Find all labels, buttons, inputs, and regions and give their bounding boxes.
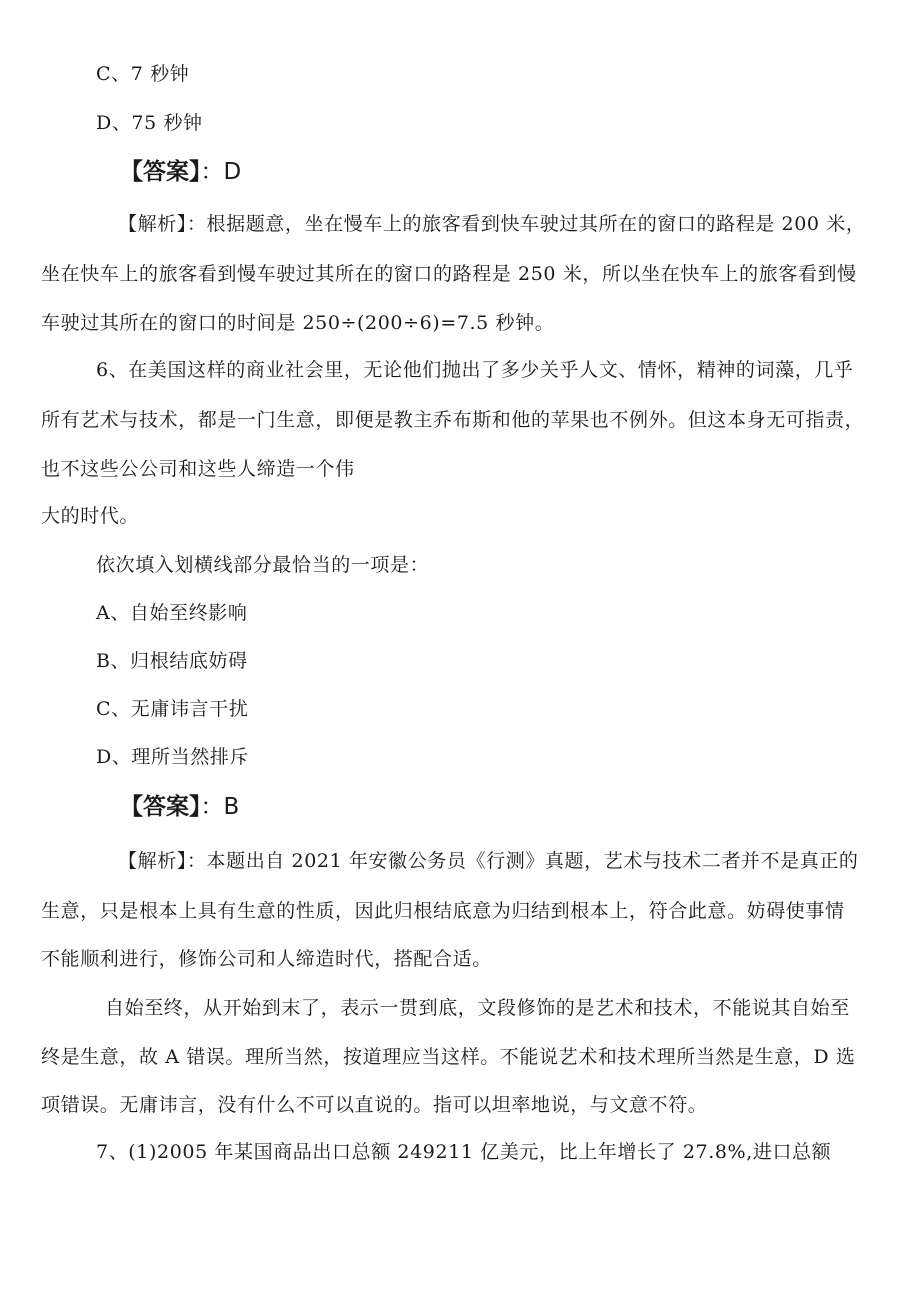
q6-option-b: B、归根结底妨碍 bbox=[96, 650, 248, 672]
q6-option-a: A、自始至终影响 bbox=[96, 602, 248, 624]
q6-answer bbox=[120, 795, 239, 819]
prev-analysis-line-1: 【解析】：根据题意，坐在慢车上的旅客看到快车驶过其所在的窗口的路程是 200 米， bbox=[118, 213, 866, 235]
q6-option-d: D、理所当然排斥 bbox=[96, 746, 250, 768]
q6-stem-line-1: 6、在美国这样的商业社会里，无论他们抛出了多少关乎人文、情怀，精神的词藻，几乎 bbox=[96, 359, 854, 381]
q6-extra-line-1: 自始至终，从开始到末了，表示一贯到底，文段修饰的是艺术和技术，不能说其自始至 bbox=[105, 997, 850, 1019]
q6-analysis-line-1: 【解析】：本题出自 2021 年安徽公务员《行测》真题，艺术与技术二者并不是真正的 bbox=[118, 850, 859, 872]
q6-stem-line-4: 大的时代。 bbox=[41, 505, 140, 527]
q6-option-c: C、无庸讳言干扰 bbox=[96, 698, 249, 720]
prev-analysis-line-3: 车驶过其所在的窗口的时间是 250÷(200÷6)=7.5 秒钟。 bbox=[41, 312, 555, 334]
answer-label: 【答案】 bbox=[120, 794, 201, 820]
q6-analysis-line-2: 生意，只是根本上具有生意的性质，因此归根结底意为归结到根本上，符合此意。妨碍使事情 bbox=[41, 900, 845, 922]
answer-label: 【答案】 bbox=[120, 159, 201, 185]
answer-value: ：D bbox=[200, 159, 242, 185]
q6-extra-line-3: 项错误。无庸讳言，没有什么不可以直说的。指可以坦率地说，与文意不符。 bbox=[41, 1094, 708, 1116]
prev-answer bbox=[120, 160, 241, 184]
q6-stem-line-2: 所有艺术与技术，都是一门生意，即便是教主乔布斯和他的苹果也不例外。但这本身无可指责， bbox=[41, 409, 865, 431]
q6-extra-line-2: 终是生意，故 A 错误。理所当然，按道理应当这样。不能说艺术和技术理所当然是生意，D 选 bbox=[41, 1046, 856, 1068]
q6-prompt: 依次填入划横线部分最恰当的一项是： bbox=[96, 554, 430, 576]
prev-analysis-line-2: 坐在快车上的旅客看到慢车驶过其所在的窗口的路程是 250 米，所以坐在快车上的旅客看到慢 bbox=[41, 263, 857, 285]
q6-analysis-line-3: 不能顺利进行，修饰公司和人缔造时代，搭配合适。 bbox=[41, 948, 492, 970]
prev-option-c: C、7 秒钟 bbox=[96, 63, 190, 85]
q7-stem: 7、(1)2005 年某国商品出口总额 249211 亿美元，比上年增长了 27.8%,进口总额 bbox=[96, 1141, 832, 1163]
q6-stem-line-3: 也不这些公公司和这些人缔造一个伟 bbox=[41, 458, 355, 480]
answer-value: ：B bbox=[200, 794, 240, 820]
prev-option-d: D、75 秒钟 bbox=[96, 112, 203, 134]
